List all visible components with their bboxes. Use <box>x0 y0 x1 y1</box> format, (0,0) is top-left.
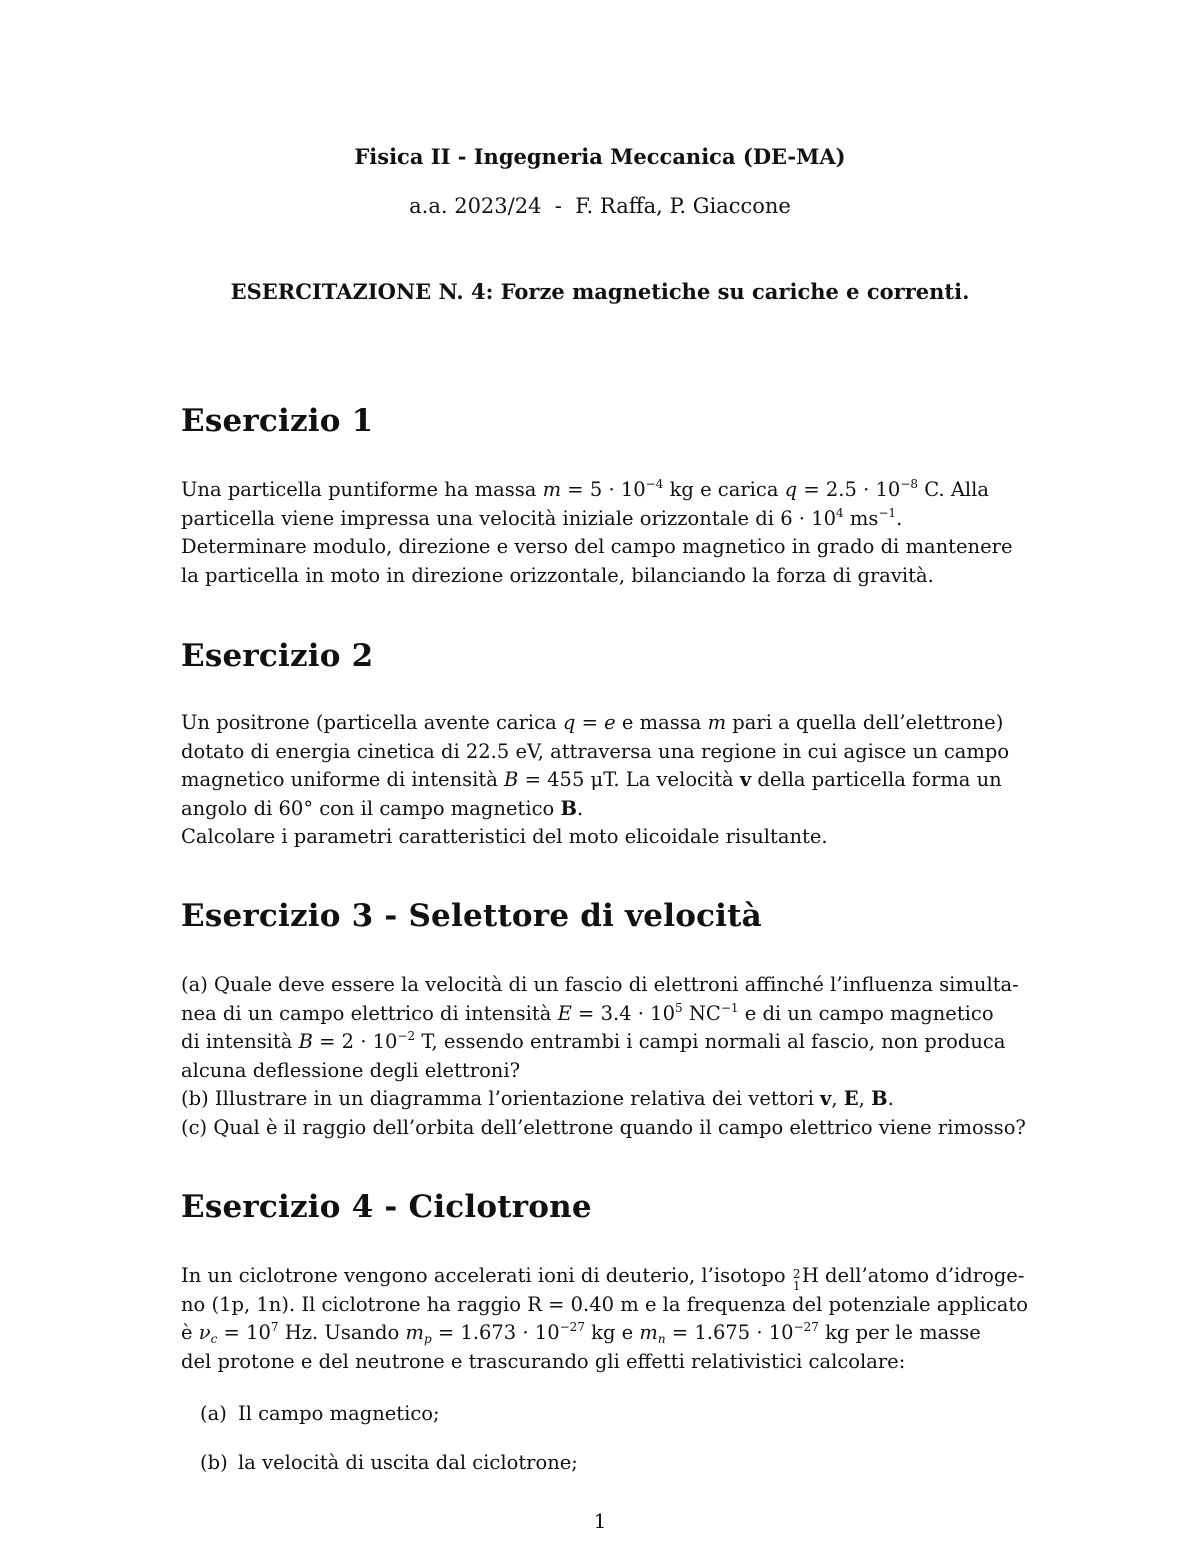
ex1-line-4: la particella in moto in direzione orizzontale, bilanciando la forza di gravità. <box>181 563 934 587</box>
exercise-3-text <box>181 971 1041 1143</box>
exercise-1-text <box>181 476 1041 590</box>
page-number: 1 <box>593 1509 607 1533</box>
ex4-line-1: In un ciclotrone vengono accelerati ioni di deuterio, l’isotopo 2 1 H dell’atomo d’idroge- <box>181 1264 1025 1293</box>
ex3-line-3: di intensità $B = 2 \cdot 10^{-2}$ T, essendo entrambi i campi normali al fascio, non produca <box>181 1029 1006 1054</box>
ex3-line-4: alcuna deflessione degli elettroni? <box>181 1058 521 1082</box>
ex1-line-1: Una particella puntiforme ha massa $m = 5 \cdot 10^{-4}$ kg e carica $q = 2.5 \cdot 10^{-8}$ C. Alla <box>181 477 990 501</box>
ex2-line-2: dotato di energia cinetica di 22.5 eV, attraversa una regione in cui agisce un campo <box>181 739 1010 763</box>
exercise-3-heading: Esercizio 3 - Selettore di velocità <box>181 898 762 934</box>
ex3-line-2: nea di un campo elettrico di intensità $E = 3.4 \cdot 10^5$ $NC^{-1}$ e di un campo magnetico <box>181 1000 994 1025</box>
ex1-line-3: Determinare modulo, direzione e verso del campo magnetico in grado di mantenere <box>181 535 1013 559</box>
ex4-line-2: no (1p, 1n). Il ciclotrone ha raggio R = 0.40 m e la frequenza del potenziale applicato <box>181 1292 1028 1316</box>
ex2-line-3: magnetico uniforme di intensità B = 455 μT. La velocità v della particella forma un <box>181 768 1002 792</box>
exercise-4-text <box>181 1262 1041 1376</box>
exercise-1-heading: Esercizio 1 <box>181 403 374 439</box>
year-authors: a.a. 2023/24 - F. Raffa, P. Giaccone <box>409 194 791 218</box>
ex4-line-4: del protone e del neutrone e trascurando gli effetti relativistici calcolare: <box>181 1349 906 1373</box>
session-title: ESERCITAZIONE N. 4: Forze magnetiche su cariche e correnti. <box>230 279 970 304</box>
ex3-line-1: (a) Quale deve essere la velocità di un fascio di elettroni affinché l’influenza simulta- <box>181 973 1019 996</box>
ex2-line-4: angolo di 60° con il campo magnetico B. <box>181 796 584 820</box>
exercise-2-text <box>181 709 1041 852</box>
ex2-line-5: Calcolare i parametri caratteristici del moto elicoidale risultante. <box>181 825 828 849</box>
exercise-4-heading: Esercizio 4 - Ciclotrone <box>181 1189 592 1225</box>
ex1-line-2: particella viene impressa una velocità iniziale orizzontale di $6 \cdot 10^4$ $ms^{-1}$. <box>181 505 903 530</box>
ex3-line-6: (c) Qual è il raggio dell’orbita dell’elettrone quando il campo elettrico viene rimosso? <box>181 1115 1026 1139</box>
ex3-line-5: (b) Illustrare in un diagramma l’orientazione relativa dei vettori v, E, B. <box>181 1087 894 1111</box>
isotope-notation: 2 1 <box>792 1267 801 1293</box>
course-title: Fisica II - Ingegneria Meccanica (DE-MA) <box>354 144 846 169</box>
list-item: (a) Il campo magnetico; <box>200 1402 440 1425</box>
ex2-line-1: Un positrone (particella avente carica q = e e massa m pari a quella dell’elettrone) <box>181 711 1004 734</box>
exercise-2-heading: Esercizio 2 <box>181 638 374 674</box>
ex4-line-3: è $\nu_c = 10^7$ Hz. Usando $m_p = 1.673 \cdot 10^{-27}$ kg e $m_n = 1.675 \cdot 10^{-27}$ kg per le masse <box>181 1320 981 1347</box>
list-item: (b) la velocità di uscita dal ciclotrone; <box>200 1451 578 1474</box>
